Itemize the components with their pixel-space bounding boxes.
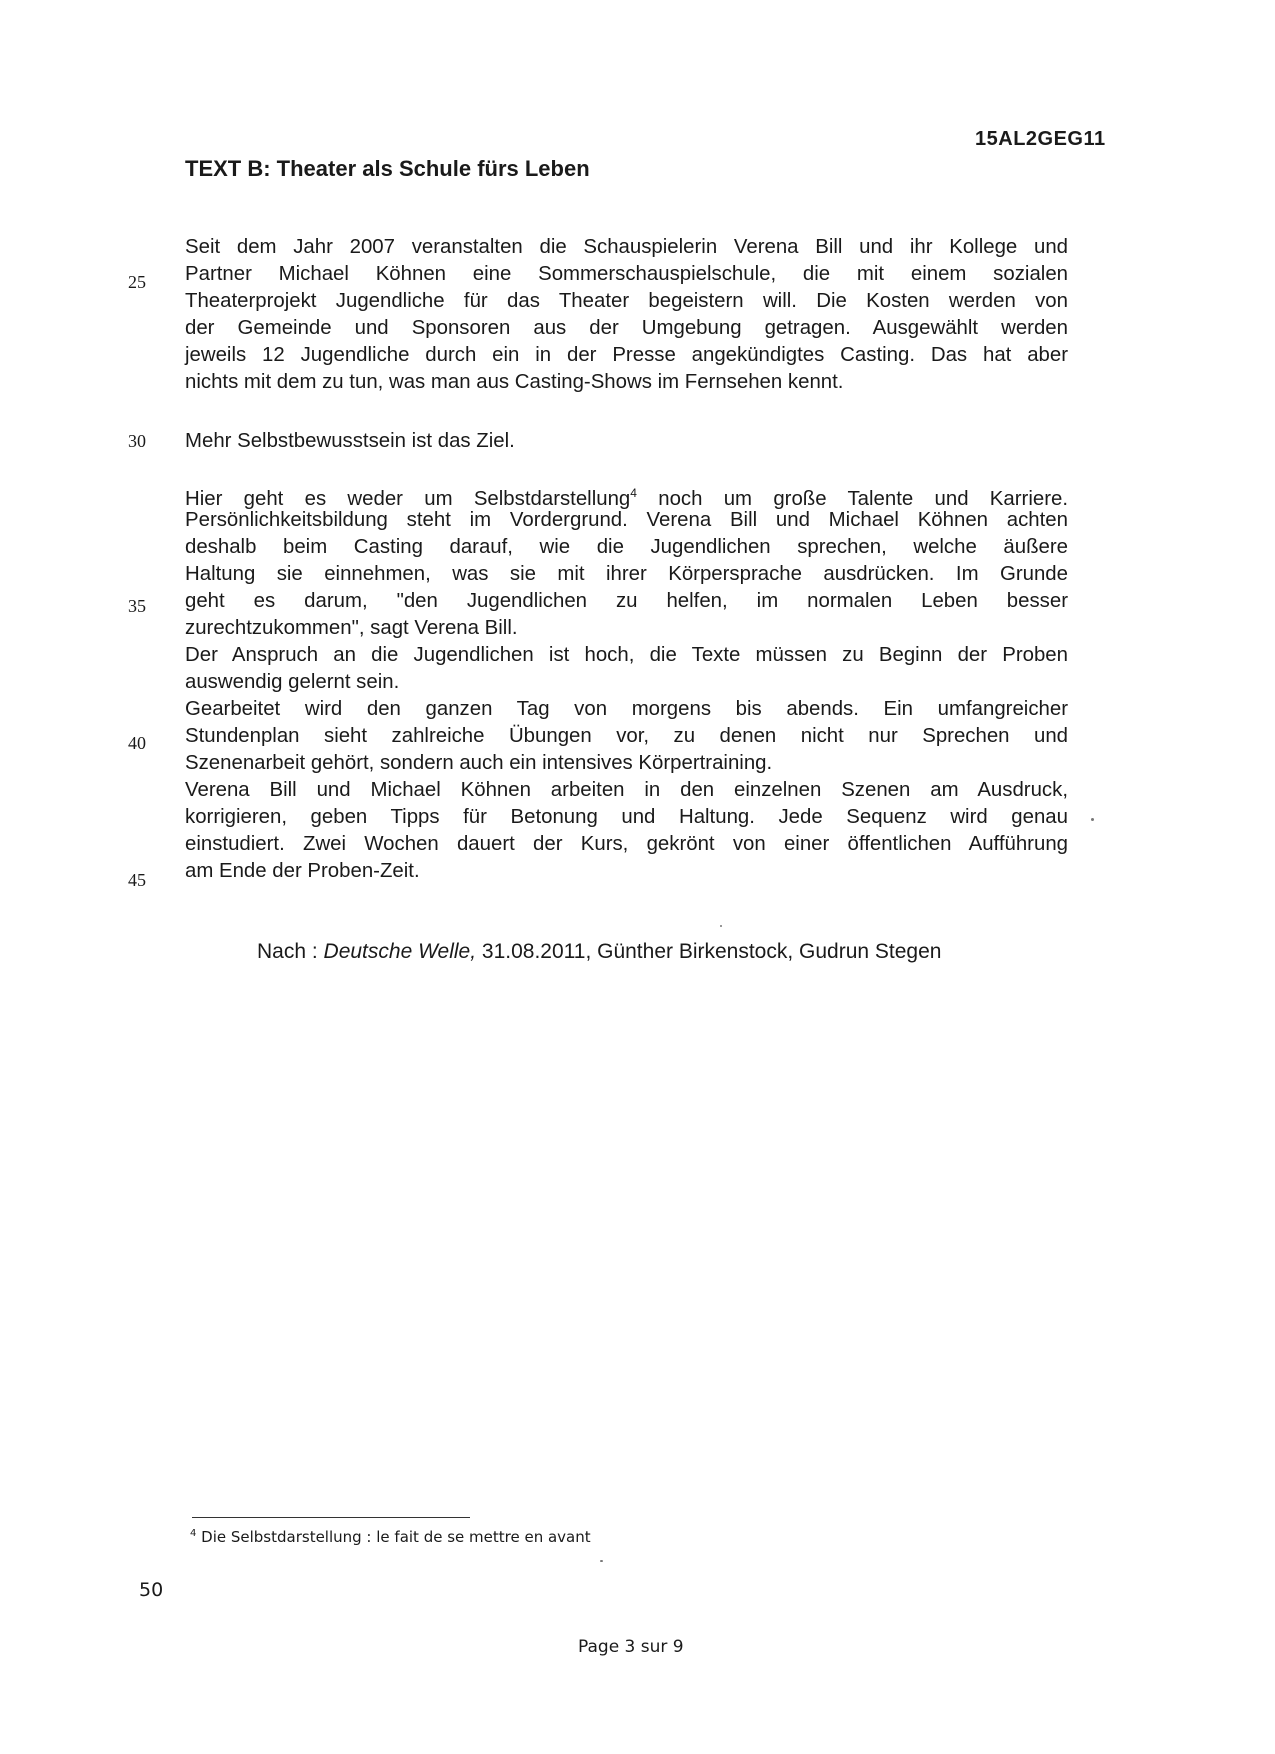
- subheading: [185, 428, 1068, 455]
- text-line: Haltung sie einnehmen, was sie mit ihrer Körpersprache ausdrücken. Im Grunde: [185, 563, 1068, 585]
- line-number: 50: [139, 1579, 164, 1601]
- text-line: zurechtzukommen", sagt Verena Bill.: [185, 617, 518, 639]
- scan-speck: [1091, 818, 1094, 821]
- paragraph-intro: [185, 234, 1068, 396]
- footnote-number: 4: [190, 1528, 197, 1539]
- source-prefix: Nach :: [257, 940, 324, 963]
- text-title: TEXT B: Theater als Schule fürs Leben: [185, 156, 590, 181]
- footnote-ref: 4: [630, 486, 637, 500]
- line-number: 25: [128, 272, 146, 292]
- text-line: korrigieren, geben Tipps für Betonung und Haltung. Jede Sequenz wird genau: [185, 806, 1068, 828]
- page-indicator: Page 3 sur 9: [578, 1637, 684, 1657]
- source-details: 31.08.2011, Günther Birkenstock, Gudrun Stegen: [476, 940, 942, 963]
- text-line: geht es darum, "den Jugendlichen zu helfen, im normalen Leben besser: [185, 590, 1068, 612]
- text-line: Partner Michael Köhnen eine Sommerschauspielschule, die mit einem sozialen: [185, 263, 1068, 285]
- text-line: Der Anspruch an die Jugendlichen ist hoch, die Texte müssen zu Beginn der Proben: [185, 644, 1068, 666]
- scan-speck: [720, 925, 722, 927]
- text-line: Theaterprojekt Jugendliche für das Theater begeistern will. Die Kosten werden von: [185, 290, 1068, 312]
- text-line: einstudiert. Zwei Wochen dauert der Kurs, gekrönt von einer öffentlichen Aufführung: [185, 833, 1068, 855]
- line-number: 40: [128, 733, 146, 753]
- footnote-divider: [192, 1517, 470, 1518]
- text-line: am Ende der Proben-Zeit.: [185, 860, 420, 882]
- text-line: Stundenplan sieht zahlreiche Übungen vor, zu denen nicht nur Sprechen und: [185, 725, 1068, 747]
- footnote-text: Die Selbstdarstellung : le fait de se mettre en avant: [196, 1528, 591, 1546]
- text-line: Szenenarbeit gehört, sondern auch ein intensives Körpertraining.: [185, 752, 773, 774]
- scan-speck: [600, 1560, 603, 1562]
- text-fragment: noch um große Talente und Karriere.: [636, 487, 1068, 510]
- text-line: Seit dem Jahr 2007 veranstalten die Schauspielerin Verena Bill und ihr Kollege und: [185, 236, 1068, 258]
- text-line: Persönlichkeitsbildung steht im Vordergrund. Verena Bill und Michael Köhnen achten: [185, 509, 1068, 531]
- text-line: Verena Bill und Michael Köhnen arbeiten in den einzelnen Szenen am Ausdruck,: [185, 779, 1068, 801]
- text-line: Gearbeitet wird den ganzen Tag von morgens bis abends. Ein umfangreicher: [185, 698, 1068, 720]
- text-line: [185, 480, 1068, 510]
- paragraph-main: [185, 480, 1068, 885]
- text-line: jeweils 12 Jugendliche durch ein in der Presse angekündigtes Casting. Das hat aber: [185, 344, 1068, 366]
- text-line: nichts mit dem zu tun, was man aus Casting-Shows im Fernsehen kennt.: [185, 371, 844, 393]
- text-line: deshalb beim Casting darauf, wie die Jugendlichen sprechen, welche äußere: [185, 536, 1068, 558]
- text-fragment: Hier geht es weder um Selbstdarstellung: [185, 487, 631, 510]
- document-code: 15AL2GEG11: [975, 128, 1106, 150]
- line-number: 30: [128, 431, 146, 451]
- subheading-text: Mehr Selbstbewusstsein ist das Ziel.: [185, 430, 515, 452]
- source-citation: [257, 940, 941, 964]
- text-line: auswendig gelernt sein.: [185, 671, 400, 693]
- source-publication: Deutsche Welle,: [323, 940, 477, 963]
- footnote: [190, 1528, 591, 1546]
- line-number: 45: [128, 870, 146, 890]
- line-number: 35: [128, 596, 146, 616]
- text-line: der Gemeinde und Sponsoren aus der Umgebung getragen. Ausgewählt werden: [185, 317, 1068, 339]
